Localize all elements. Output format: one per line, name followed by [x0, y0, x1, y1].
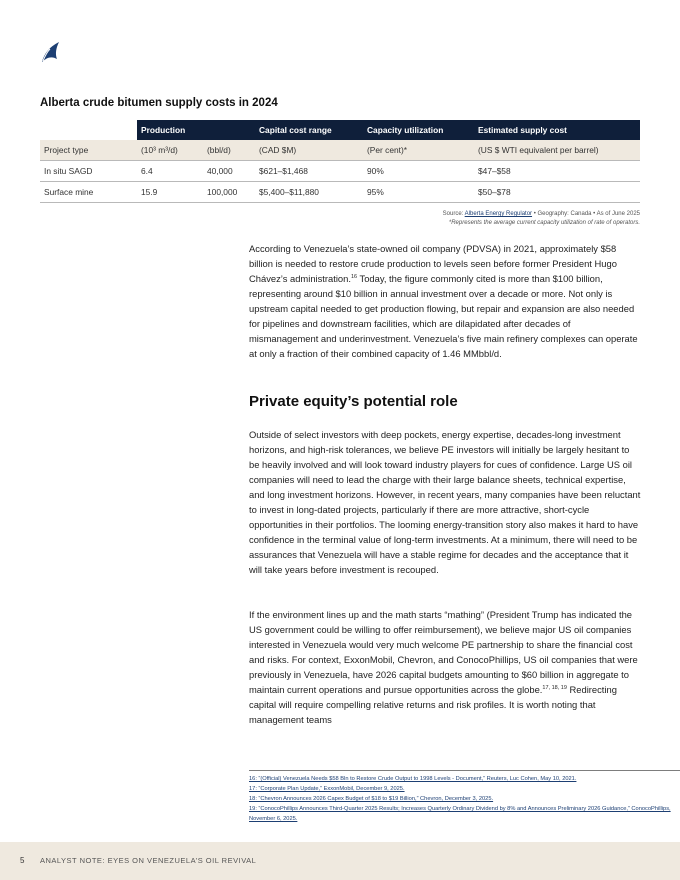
- footnotes: [249, 770, 680, 824]
- footer-title: ANALYST NOTE: EYES ON VENEZUELA’S OIL REVIVAL: [40, 856, 257, 865]
- paragraph-text: Outside of select investors with deep pockets, energy expertise, decades-long investment horizons, and high-risk tolerances, we believe PE investors will initially be largely hesitant to be heavily involved and will look toward industry players for cues of confidence. Large US oil companies will need to lead the charge with their large balance sheets, technical expertise, and long investment horizons. However, in recent years, many companies have been reluctant to invest in long-dated projects, particularly if there are more attractive, short-cycle opportunities in their portfolios. The looming energy-transition story also makes it hard to have confidence in the terminal value of long-term investments. At a minimum, there will need to be assurances that Venezuela will have a stable regime for decades and the acceptance that it will take years before investment is recouped.: [249, 429, 641, 575]
- table-cell: 40,000: [203, 161, 255, 182]
- paragraph-text: According to Venezuela’s state-owned oil company (PDVSA) in 2021, approximately $58 billion is needed to restore crude production to levels seen before former President Hugo Chávez’s administration.: [249, 243, 617, 284]
- footnote-link[interactable]: 18: “Chevron Announces 2026 Capex Budget of $18 to $19 Billion,” Chevron, December 3, 2025.: [249, 796, 494, 802]
- table-header-cell: Capacity utilization: [363, 120, 474, 140]
- table-cell: 95%: [363, 182, 474, 203]
- table-cell: In situ SAGD: [40, 161, 137, 182]
- table-cell: (CAD $M): [255, 140, 363, 161]
- page-number: 5: [20, 856, 25, 865]
- table-header-cell: [40, 120, 137, 140]
- table-row: [40, 182, 640, 203]
- table-cell: $47–$58: [474, 161, 640, 182]
- table-cell: 15.9: [137, 182, 203, 203]
- footnote-ref[interactable]: 17, 18, 19: [542, 684, 567, 691]
- table-cell: $621–$1,468: [255, 161, 363, 182]
- table-header-cell: Capital cost range: [255, 120, 363, 140]
- sail-logo-icon: [40, 41, 60, 63]
- page-footer: [0, 842, 680, 880]
- table-cell: (bbl/d): [203, 140, 255, 161]
- table-header-cell: Production: [137, 120, 203, 140]
- footnote-link[interactable]: 17: “Corporate Plan Update,” ExxonMobil, December 9, 2025.: [249, 786, 405, 792]
- table-cell: $5,400–$11,880: [255, 182, 363, 203]
- table-cell: (10³ m³/d): [137, 140, 203, 161]
- body-paragraph: [249, 241, 641, 361]
- table-cell: Project type: [40, 140, 137, 161]
- section-heading: Private equity’s potential role: [249, 393, 458, 410]
- source-link[interactable]: Alberta Energy Regulator: [464, 211, 533, 217]
- paragraph-text: Today, the figure commonly cited is more than $100 billion, representing around $10 billion in annual investment over a decade or more. Not only is upstream capital needed to get production flowing, but repair and expansion are also needed for pipelines and downstream facilities, which are dilapidated after decades of mismanagement and underinvestment. Venezuela’s five main refinery complexes can operate at only a fraction of their combined capacity of 1.46 MMbbl/d.: [249, 273, 638, 359]
- table-row: [40, 161, 640, 182]
- table-title: Alberta crude bitumen supply costs in 2024: [40, 97, 278, 109]
- table-header-cell: Estimated supply cost: [474, 120, 640, 140]
- footnote-link[interactable]: 19: “ConocoPhillips Announces Third-Quarter 2025 Results; Increases Quarterly Ordinary Dividend by 8% and Announces Preliminary 2026 Guidance,” ConocoPhillips, November 6, 2025.: [249, 806, 671, 822]
- table-source: [443, 210, 640, 228]
- table-cell: $50–$78: [474, 182, 640, 203]
- table-cell: 100,000: [203, 182, 255, 203]
- body-paragraph: [249, 427, 641, 577]
- table-header-row: [40, 120, 640, 140]
- source-geography: • Geography: Canada • As of June 2025: [532, 211, 640, 217]
- table-cell: (Per cent)*: [363, 140, 474, 161]
- table-cell: 6.4: [137, 161, 203, 182]
- table-cell: 90%: [363, 161, 474, 182]
- paragraph-text: If the environment lines up and the math starts “mathing” (President Trump has indicated the US government could be willing to offer reimbursement), we believe major US oil companies interested in Venezuela would very much welcome PE partnership to share the financial cost and risks. For context, ExxonMobil, Chevron, and ConocoPhillips, US oil companies that were previously in Venezuela, have 2026 capital budgets amounting to $60 billion in aggregate to maintain current operations and pursue opportunities across the globe.: [249, 609, 638, 695]
- table-cell: (US $ WTI equivalent per barrel): [474, 140, 640, 161]
- table-cell: Surface mine: [40, 182, 137, 203]
- body-paragraph: [249, 607, 641, 727]
- table-units-row: [40, 140, 640, 161]
- paragraph-text: Redirecting capital will require compelling relative returns and risk profiles. It is worth noting that management teams: [249, 684, 617, 725]
- table-header-cell: [203, 120, 255, 140]
- source-prefix: Source:: [442, 211, 465, 217]
- supply-cost-table: [40, 120, 640, 203]
- footnote-ref[interactable]: 16: [350, 273, 358, 280]
- source-note: *Represents the average current capacity utilization of rate of operators.: [448, 220, 640, 226]
- footnote-link[interactable]: 16: “(Official) Venezuela Needs $58 Bln to Restore Crude Output to 1998 Levels - Document,” Reuters, Luc Cohen, May 10, 2021.: [249, 776, 577, 782]
